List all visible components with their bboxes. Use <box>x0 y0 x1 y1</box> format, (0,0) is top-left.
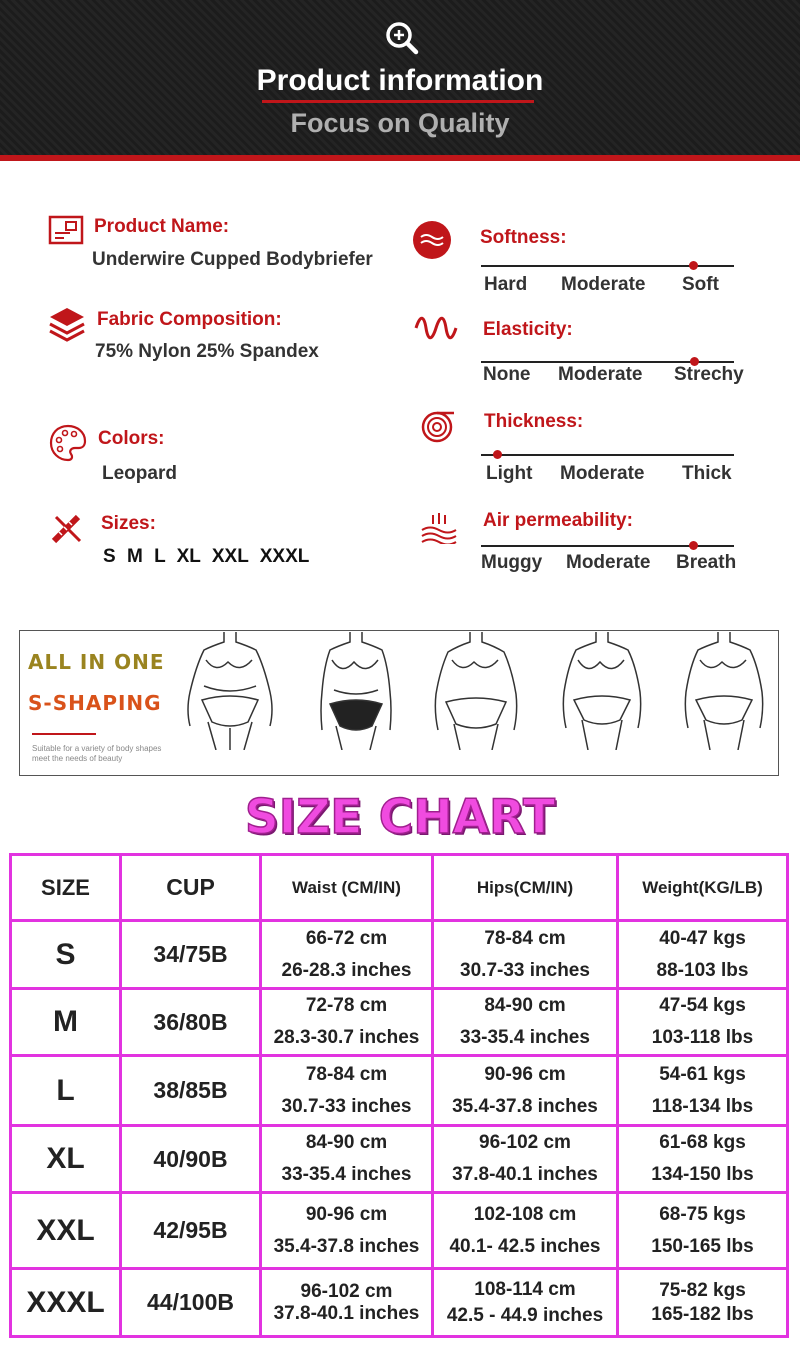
size-option: XXXL <box>259 546 310 567</box>
waist-cell: 72-78 cm 28.3-30.7 inches <box>261 989 433 1056</box>
sizes-label: Sizes: <box>101 513 156 534</box>
waist-cell: 78-84 cm 30.7-33 inches <box>261 1056 433 1126</box>
thickness-option-thick: Thick <box>682 463 732 484</box>
weight-cell: 68-75 kgs 150-165 lbs <box>618 1193 788 1269</box>
table-row <box>11 1269 788 1337</box>
hips-cell: 78-84 cm 30.7-33 inches <box>433 921 618 989</box>
product-name-value: Underwire Cupped Bodybriefer <box>92 249 373 270</box>
air-permeability-icon <box>420 512 458 544</box>
weight-cell: 61-68 kgs 134-150 lbs <box>618 1126 788 1193</box>
body-figure-1 <box>182 630 278 750</box>
size-cell: XXXL <box>11 1269 121 1337</box>
size-option: M <box>126 546 143 567</box>
banner-caption: Suitable for a variety of body shapes meet the needs of beauty <box>32 744 162 763</box>
softness-option-moderate: Moderate <box>561 274 646 295</box>
softness-label: Softness: <box>480 227 567 248</box>
hips-cell: 102-108 cm 40.1- 42.5 inches <box>433 1193 618 1269</box>
table-header-row <box>11 855 788 921</box>
table-row <box>11 921 788 989</box>
waist-cell: 96-102 cm 37.8-40.1 inches <box>261 1269 433 1337</box>
header-cup: CUP <box>121 855 261 921</box>
softness-option-soft: Soft <box>682 274 719 295</box>
softness-marker <box>689 261 698 270</box>
banner-divider <box>32 733 96 735</box>
thickness-label: Thickness: <box>484 411 584 432</box>
page-subtitle: Focus on Quality <box>290 108 510 138</box>
header-waist: Waist (CM/IN) <box>261 855 433 921</box>
air-option-breath: Breath <box>676 552 737 573</box>
fabric-label: Fabric Composition: <box>97 309 282 330</box>
waist-cell: 90-96 cm 35.4-37.8 inches <box>261 1193 433 1269</box>
ruler-pencil-icon <box>50 513 84 545</box>
body-figure-4 <box>554 630 650 750</box>
zoom-in-icon <box>382 18 422 58</box>
layers-icon <box>48 306 86 342</box>
thickness-scale <box>481 454 734 456</box>
hips-cell: 90-96 cm 35.4-37.8 inches <box>433 1056 618 1126</box>
waist-cell: 66-72 cm 26-28.3 inches <box>261 921 433 989</box>
thickness-icon <box>420 407 460 443</box>
weight-cell: 54-61 kgs 118-134 lbs <box>618 1056 788 1126</box>
table-row <box>11 1126 788 1193</box>
elasticity-option-none: None <box>483 364 531 385</box>
elasticity-option-strechy: Strechy <box>674 364 744 385</box>
colors-label: Colors: <box>98 428 165 449</box>
table-row <box>11 1056 788 1126</box>
elasticity-option-moderate: Moderate <box>558 364 643 385</box>
weight-cell: 40-47 kgs 88-103 lbs <box>618 921 788 989</box>
size-cell: XXL <box>11 1193 121 1269</box>
size-cell: M <box>11 989 121 1056</box>
fabric-value: 75% Nylon 25% Spandex <box>95 341 319 362</box>
size-cell: S <box>11 921 121 989</box>
thickness-option-moderate: Moderate <box>560 463 645 484</box>
sizes-list <box>103 546 309 568</box>
air-option-moderate: Moderate <box>566 552 651 573</box>
product-card-icon <box>48 213 84 249</box>
table-row <box>11 1193 788 1269</box>
size-option: XXL <box>211 546 249 567</box>
cup-cell: 44/100B <box>121 1269 261 1337</box>
elasticity-icon <box>414 313 458 343</box>
waist-cell: 84-90 cm 33-35.4 inches <box>261 1126 433 1193</box>
air-permeability-label: Air permeability: <box>483 510 633 531</box>
body-figure-2 <box>308 630 404 750</box>
header-stripe <box>0 155 800 161</box>
title-underline <box>262 100 534 103</box>
thickness-option-light: Light <box>486 463 533 484</box>
cup-cell: 40/90B <box>121 1126 261 1193</box>
size-cell: XL <box>11 1126 121 1193</box>
elasticity-label: Elasticity: <box>483 319 573 340</box>
hips-cell: 84-90 cm 33-35.4 inches <box>433 989 618 1056</box>
softness-option-hard: Hard <box>484 274 528 295</box>
size-option: S <box>103 546 116 567</box>
size-chart-title: SIZE CHART <box>244 790 556 845</box>
size-chart-table <box>9 853 789 1338</box>
banner-line-1: ALL IN ONE <box>28 650 165 674</box>
size-cell: L <box>11 1056 121 1126</box>
weight-cell: 47-54 kgs 103-118 lbs <box>618 989 788 1056</box>
air-permeability-marker <box>689 541 698 550</box>
table-row <box>11 989 788 1056</box>
size-option: XL <box>176 546 201 567</box>
hips-cell: 108-114 cm 42.5 - 44.9 inches <box>433 1269 618 1337</box>
size-option: L <box>154 546 166 567</box>
header-weight: Weight(KG/LB) <box>618 855 788 921</box>
thickness-marker <box>493 450 502 459</box>
header-size: SIZE <box>11 855 121 921</box>
colors-value: Leopard <box>102 463 177 484</box>
body-figure-3 <box>428 630 524 750</box>
cup-cell: 34/75B <box>121 921 261 989</box>
palette-icon <box>48 423 88 463</box>
air-option-muggy: Muggy <box>481 552 543 573</box>
banner-line-2: S-SHAPING <box>28 691 162 715</box>
softness-icon <box>412 220 452 260</box>
header-hips: Hips(CM/IN) <box>433 855 618 921</box>
cup-cell: 38/85B <box>121 1056 261 1126</box>
hips-cell: 96-102 cm 37.8-40.1 inches <box>433 1126 618 1193</box>
page-title: Product information <box>256 64 544 97</box>
weight-cell: 75-82 kgs 165-182 lbs <box>618 1269 788 1337</box>
cup-cell: 36/80B <box>121 989 261 1056</box>
product-name-label: Product Name: <box>94 216 230 237</box>
cup-cell: 42/95B <box>121 1193 261 1269</box>
body-figure-5 <box>676 630 772 750</box>
